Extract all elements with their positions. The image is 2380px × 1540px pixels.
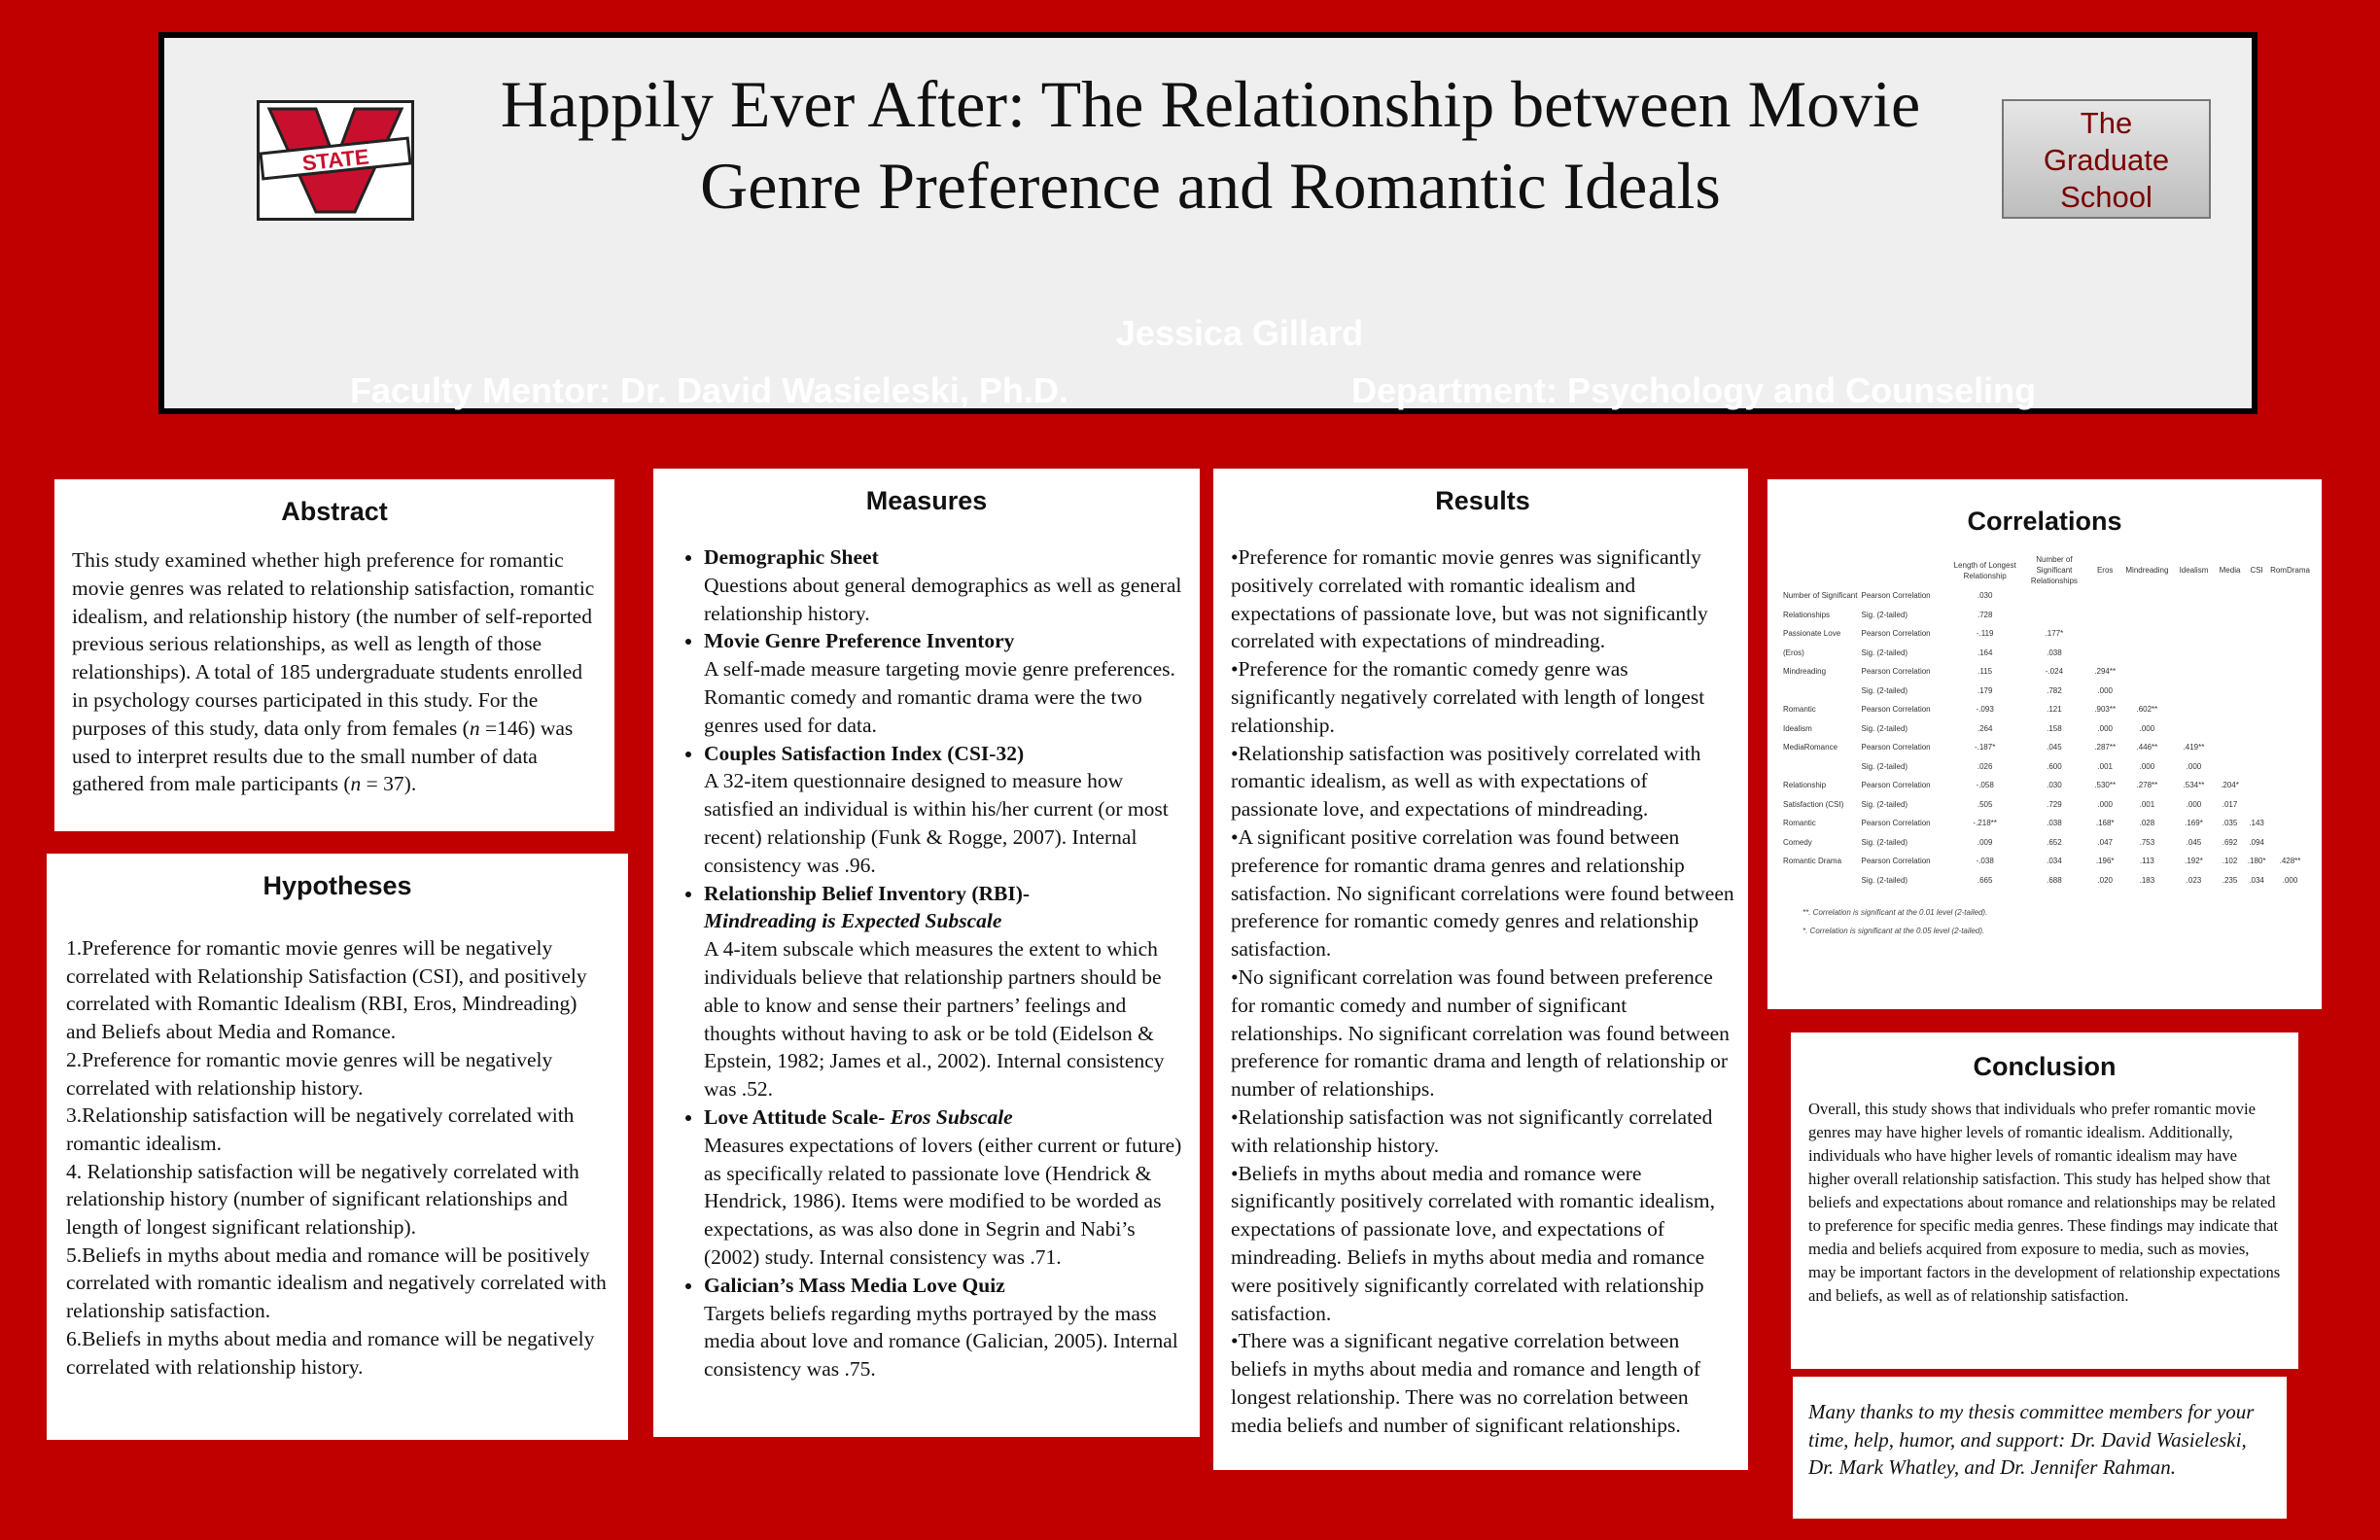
row-statistic: Pearson Correlation xyxy=(1861,743,1931,752)
table-cell: .001 xyxy=(2139,799,2155,809)
table-cell xyxy=(2089,644,2121,663)
measure-desc: A self-made measure targeting movie genre preferences. Romantic comedy and romantic drama were the two genres used for data. xyxy=(704,657,1175,737)
result-item: •Beliefs in myths about media and romance were significantly positively correlated with romantic idealism, expectations of passionate love, and expectations of mindreading. Beliefs in myths about media and romance were positively significantly correlated with relationship satisfaction. xyxy=(1231,1161,1715,1325)
row-variable: Relationships xyxy=(1783,610,1831,619)
table-cell: .038 xyxy=(2047,648,2062,657)
table-cell: .038 xyxy=(2047,819,2062,828)
table-cell xyxy=(2268,700,2312,719)
table-cell xyxy=(2245,586,2268,606)
table-cell xyxy=(2268,738,2312,757)
col-header: Number of Significant Relationships xyxy=(2030,555,2078,585)
table-cell: .602** xyxy=(2136,705,2158,715)
result-item: •Relationship satisfaction was positively correlated with romantic idealism, as well as with expectations of passionate love, and expectations of mindreading. xyxy=(1231,741,1701,822)
table-cell xyxy=(2268,682,2312,701)
measure-item xyxy=(704,1272,1186,1383)
table-row xyxy=(1781,719,2312,739)
row-variable: Mindreading xyxy=(1783,667,1827,677)
measure-item xyxy=(704,880,1186,1103)
row-variable xyxy=(1781,871,1859,891)
table-cell xyxy=(2215,662,2245,682)
table-row xyxy=(1781,852,2312,871)
row-statistic: Pearson Correlation xyxy=(1861,591,1931,601)
table-cell: .530** xyxy=(2094,781,2117,790)
col-header: Mindreading xyxy=(2125,566,2169,575)
table-cell xyxy=(2268,606,2312,625)
table-row xyxy=(1781,682,2312,701)
measure-item xyxy=(704,740,1186,880)
table-cell xyxy=(2121,624,2173,644)
table-cell xyxy=(2121,662,2173,682)
measure-item xyxy=(704,627,1186,739)
table-header-row xyxy=(1781,554,2312,586)
col-header: Idealism xyxy=(2179,566,2209,575)
abstract-title: Abstract xyxy=(281,497,388,526)
table-cell: .121 xyxy=(2047,705,2062,715)
measure-desc: Measures expectations of lovers (either current or future) as specifically related to passionate love (Hendrick & Hendrick, 1986). Items were modified to be worded as expectations, as was also done in Segrin and Nabi’s (2002) study. Internal consistency was .71. xyxy=(704,1133,1182,1269)
measure-desc: A 32-item questionnaire designed to measure how satisfied an individual is within his/her current (or most recent) relationship (Funk & Rogge, 2007). Internal consistency was .96. xyxy=(704,769,1169,877)
acknowledgements-text: Many thanks to my thesis committee members for your time, help, humor, and support: Dr. David Wasieleski, Dr. Mark Whatley, and Dr. Jennifer Rahman. xyxy=(1808,1400,2255,1479)
table-cell: .035 xyxy=(2222,819,2238,828)
measures-list xyxy=(667,543,1186,1383)
table-cell xyxy=(2215,738,2245,757)
measures-title: Measures xyxy=(865,486,988,515)
table-cell: -.218** xyxy=(1973,819,1997,828)
table-cell: -.119 xyxy=(1976,629,1994,639)
table-cell xyxy=(2215,682,2245,701)
hypotheses-list xyxy=(66,934,609,1381)
table-cell xyxy=(2268,795,2312,815)
abstract-part-2: =146) was used to interpret results due to the small number of data gathered from male participants ( xyxy=(72,716,574,796)
table-cell xyxy=(2215,719,2245,739)
row-variable: (Eros) xyxy=(1783,648,1804,657)
measure-name: Demographic Sheet xyxy=(704,545,879,569)
results-title: Results xyxy=(1435,486,1530,515)
table-cell xyxy=(2089,606,2121,625)
table-cell xyxy=(2215,606,2245,625)
table-cell xyxy=(2268,814,2312,833)
measure-name: Movie Genre Preference Inventory xyxy=(704,629,1015,653)
col-header: CSI xyxy=(2250,566,2263,575)
author-name: Jessica Gillard xyxy=(1115,313,1364,353)
table-cell xyxy=(2121,682,2173,701)
graduate-school-badge xyxy=(2002,99,2211,219)
row-statistic: Sig. (2-tailed) xyxy=(1861,610,1908,619)
row-variable: Romantic xyxy=(1783,819,1816,828)
table-cell: .652 xyxy=(2047,837,2062,847)
table-cell: .196* xyxy=(2095,857,2115,866)
abstract-part-1: This study examined whether high preference for romantic movie genres was related to relationship satisfaction, romantic idealism, and relationship history (the number of self-reported previous serious relationships, as well as length of those relationships). A total of 185 undergraduate students enrolled in psychology courses participated in this study. For the purposes of this study, data only from females ( xyxy=(72,548,595,740)
hypothesis-item: 5.Beliefs in myths about media and romance will be positively correlated with romantic idealism and negatively correlated with relationship satisfaction. xyxy=(66,1242,607,1323)
poster-title: Happily Ever After: The Relationship between Movie Genre Preference and Romantic Ideals xyxy=(500,67,1921,223)
table-cell: .045 xyxy=(2047,743,2062,752)
row-statistic: Sig. (2-tailed) xyxy=(1861,723,1908,733)
table-note: **. Correlation is significant at the 0.01 level (2-tailed). xyxy=(1802,908,1988,917)
conclusion-text: Overall, this study shows that individuals who prefer romantic movie genres may have higher levels of romantic idealism. Additionally, individuals who have higher levels of romantic idealism may have higher overall relationship satisfaction. This study has helped show that beliefs and expectations about romance and relationships may be related to preference for specific media genres. These findings may indicate that media and beliefs acquired from exposure to media, such as movies, may be important factors in the development of relationship expectations and beliefs, as well as of relationship satisfaction. xyxy=(1808,1100,2281,1305)
table-row xyxy=(1781,795,2312,815)
department: Department: Psychology and Counseling xyxy=(1351,370,2037,410)
row-statistic: Pearson Correlation xyxy=(1861,705,1931,715)
row-variable: Romantic Drama xyxy=(1783,857,1842,866)
table-cell xyxy=(2268,757,2312,777)
table-cell: .164 xyxy=(1977,648,1993,657)
col-header: RomDrama xyxy=(2270,566,2310,575)
table-cell: .158 xyxy=(2047,723,2062,733)
measure-subscale: Eros Subscale xyxy=(890,1104,1013,1129)
table-cell: .000 xyxy=(2186,799,2202,809)
table-cell: -.093 xyxy=(1976,705,1994,715)
table-row xyxy=(1781,606,2312,625)
col-header: Eros xyxy=(2096,566,2114,575)
hypothesis-item: 4. Relationship satisfaction will be negatively correlated with relationship history (number of significant relationships and length of longest significant relationship). xyxy=(66,1159,579,1240)
table-row xyxy=(1781,871,2312,891)
row-variable: Romantic xyxy=(1783,705,1816,715)
row-statistic: Pearson Correlation xyxy=(1861,781,1931,790)
table-cell: .753 xyxy=(2139,837,2155,847)
table-cell: .665 xyxy=(1977,875,1993,885)
row-statistic: Sig. (2-tailed) xyxy=(1861,761,1908,771)
col-header: Media xyxy=(2219,566,2241,575)
table-cell xyxy=(2173,719,2215,739)
result-item: •There was a significant negative correlation between beliefs in myths about media and romance and length of longest relationship. There was no correlation between media beliefs and number of significant relationships. xyxy=(1231,1329,1701,1437)
table-cell: .000 xyxy=(2097,723,2113,733)
table-cell: .177* xyxy=(2045,629,2064,639)
table-cell: .534** xyxy=(2183,781,2205,790)
table-cell: -.187* xyxy=(1974,743,1996,752)
table-cell xyxy=(2121,586,2173,606)
table-cell xyxy=(2245,662,2268,682)
table-cell: .143 xyxy=(2249,819,2264,828)
table-cell: .728 xyxy=(1977,610,1993,619)
measure-desc: Targets beliefs regarding myths portrayed by the mass media about love and romance (Galician, 2005). Internal consistency was .75. xyxy=(704,1301,1178,1382)
table-notes xyxy=(1802,903,2312,940)
result-item: •Preference for romantic movie genres was significantly positively correlated with romantic idealism and expectations of passionate love, but was not significantly correlated with expectations of mindreading. xyxy=(1231,545,1708,653)
table-cell: .180* xyxy=(2247,857,2266,866)
table-row xyxy=(1781,757,2312,777)
table-cell xyxy=(2215,586,2245,606)
table-cell xyxy=(2089,586,2121,606)
grad-line-2: Graduate xyxy=(2043,143,2170,177)
correlations-panel xyxy=(1768,479,2322,1009)
table-cell xyxy=(2245,644,2268,663)
table-cell xyxy=(2019,586,2089,606)
row-variable: MediaRomance xyxy=(1783,743,1838,752)
table-cell: .294** xyxy=(2094,667,2117,677)
table-cell xyxy=(2245,757,2268,777)
hypotheses-panel xyxy=(47,854,628,1440)
table-cell: .419** xyxy=(2183,743,2205,752)
table-cell: .115 xyxy=(1978,667,1993,677)
table-cell xyxy=(2215,644,2245,663)
table-cell xyxy=(2268,833,2312,853)
table-cell xyxy=(2245,776,2268,795)
correlation-table xyxy=(1781,554,2312,890)
table-row xyxy=(1781,833,2312,853)
row-statistic: Pearson Correlation xyxy=(1861,857,1931,866)
table-cell: .028 xyxy=(2139,819,2155,828)
table-cell xyxy=(2268,662,2312,682)
result-item: •No significant correlation was found between preference for romantic comedy and number of significant relationships. No significant correlation was found between preference for romantic drama and length of relationship or number of relationships. xyxy=(1231,964,1730,1102)
table-cell xyxy=(2121,644,2173,663)
table-cell xyxy=(2089,624,2121,644)
table-cell xyxy=(2173,682,2215,701)
table-cell: .000 xyxy=(2139,761,2155,771)
table-cell xyxy=(2268,624,2312,644)
table-cell: .204* xyxy=(2221,781,2239,790)
table-cell: .692 xyxy=(2222,837,2238,847)
table-cell: .017 xyxy=(2222,799,2238,809)
table-cell: .000 xyxy=(2097,799,2113,809)
conclusion-panel xyxy=(1791,1032,2298,1369)
row-variable: Satisfaction (CSI) xyxy=(1783,799,1844,809)
table-cell: .023 xyxy=(2186,875,2202,885)
row-statistic: Pearson Correlation xyxy=(1861,629,1931,639)
table-cell xyxy=(2173,606,2215,625)
abstract-part-3: = 37). xyxy=(361,772,417,796)
table-cell: .903** xyxy=(2094,705,2117,715)
grad-line-1: The xyxy=(2080,106,2133,140)
table-cell: .192* xyxy=(2185,857,2203,866)
table-cell: .179 xyxy=(1977,685,1993,695)
table-cell: .168* xyxy=(2095,819,2115,828)
university-logo xyxy=(257,100,414,221)
table-cell xyxy=(2121,606,2173,625)
hypotheses-title: Hypotheses xyxy=(262,871,412,900)
row-variable xyxy=(1781,682,1859,701)
logo-v-icon xyxy=(260,103,411,218)
table-cell: .446** xyxy=(2136,743,2158,752)
table-cell: .169* xyxy=(2185,819,2203,828)
correlations-title: Correlations xyxy=(1967,507,2122,536)
correlation-table-body xyxy=(1781,586,2312,890)
table-cell: .047 xyxy=(2097,837,2113,847)
table-cell xyxy=(2245,795,2268,815)
table-row xyxy=(1781,700,2312,719)
measure-item xyxy=(704,1103,1186,1272)
table-row xyxy=(1781,814,2312,833)
table-cell xyxy=(2173,644,2215,663)
row-variable xyxy=(1781,757,1859,777)
table-cell: .183 xyxy=(2139,875,2155,885)
table-cell xyxy=(2245,738,2268,757)
table-cell: .688 xyxy=(2047,875,2062,885)
table-cell: .045 xyxy=(2186,837,2202,847)
table-cell xyxy=(2268,719,2312,739)
col-header: Length of Longest Relationship xyxy=(1953,560,2016,580)
conclusion-title: Conclusion xyxy=(1973,1052,2117,1081)
table-cell: .030 xyxy=(2047,781,2062,790)
hypothesis-item: 3.Relationship satisfaction will be negatively correlated with romantic idealism. xyxy=(66,1103,575,1155)
abstract-n-1: n xyxy=(469,716,480,740)
row-variable: Passionate Love xyxy=(1783,629,1841,639)
table-cell xyxy=(2245,682,2268,701)
hypothesis-item: 6.Beliefs in myths about media and romance will be negatively correlated with relationship history. xyxy=(66,1326,595,1379)
hypothesis-item: 1.Preference for romantic movie genres will be negatively correlated with Relationship Satisfaction (CSI), and positively correlated with Romantic Idealism (RBI, Eros, Mindreading) and Beliefs about Media and Romance. xyxy=(66,936,587,1044)
table-cell: -.024 xyxy=(2045,667,2064,677)
measure-desc: A 4-item subscale which measures the extent to which individuals believe that relationship partners should be able to know and sense their partners’ feelings and thoughts without having to ask or be told (Eidelson & Epstein, 1982; James et al., 2002). Internal consistency was .52. xyxy=(704,937,1165,1102)
measures-panel xyxy=(653,469,1200,1437)
table-row xyxy=(1781,738,2312,757)
table-cell: .505 xyxy=(1977,799,1993,809)
table-cell: .729 xyxy=(2047,799,2062,809)
measure-name: Relationship Belief Inventory (RBI)- xyxy=(704,881,1031,905)
table-cell xyxy=(2173,700,2215,719)
row-statistic: Pearson Correlation xyxy=(1861,667,1931,677)
hypothesis-item: 2.Preference for romantic movie genres will be negatively correlated with relationship history. xyxy=(66,1047,553,1100)
measure-item xyxy=(704,543,1186,627)
table-row xyxy=(1781,644,2312,663)
table-cell: .600 xyxy=(2047,761,2062,771)
table-row xyxy=(1781,586,2312,606)
logo-wordmark: STATE xyxy=(300,144,370,176)
table-cell: .102 xyxy=(2222,857,2238,866)
result-item: •Relationship satisfaction was not significantly correlated with relationship history. xyxy=(1231,1104,1713,1157)
table-cell xyxy=(2215,700,2245,719)
table-cell: .000 xyxy=(2282,875,2298,885)
results-list xyxy=(1231,543,1734,1440)
table-cell: .287** xyxy=(2094,743,2117,752)
table-cell xyxy=(2173,586,2215,606)
table-cell: .113 xyxy=(2139,857,2154,866)
result-item: •Preference for the romantic comedy genre was significantly negatively correlated with length of longest relationship. xyxy=(1231,657,1705,737)
table-cell xyxy=(2215,624,2245,644)
table-cell: .094 xyxy=(2249,837,2264,847)
table-cell xyxy=(2268,776,2312,795)
table-cell xyxy=(2173,662,2215,682)
table-cell: .020 xyxy=(2097,875,2113,885)
abstract-text xyxy=(72,546,597,798)
result-item: •A significant positive correlation was found between preference for romantic drama genres and relationship satisfaction. No significant correlations were found between preference for romantic comedy genres and relationship satisfaction. xyxy=(1231,824,1734,962)
grad-line-3: School xyxy=(2060,180,2152,214)
table-cell xyxy=(2173,624,2215,644)
table-cell: .001 xyxy=(2097,761,2113,771)
table-cell xyxy=(2245,700,2268,719)
table-cell: .034 xyxy=(2249,875,2264,885)
row-variable: Number of Significant xyxy=(1783,591,1858,601)
table-cell xyxy=(2245,719,2268,739)
table-row xyxy=(1781,662,2312,682)
faculty-mentor: Faculty Mentor: Dr. David Wasieleski, Ph.D. xyxy=(350,370,1068,410)
row-statistic: Pearson Correlation xyxy=(1861,819,1931,828)
measure-name: Galician’s Mass Media Love Quiz xyxy=(704,1273,1005,1297)
results-panel xyxy=(1213,469,1748,1470)
table-cell xyxy=(2268,586,2312,606)
table-cell: -.058 xyxy=(1976,781,1994,790)
table-cell: .278** xyxy=(2136,781,2158,790)
table-cell: .000 xyxy=(2097,685,2113,695)
table-cell xyxy=(2268,644,2312,663)
table-cell: .009 xyxy=(1977,837,1993,847)
table-cell: .264 xyxy=(1977,723,1993,733)
table-cell: .782 xyxy=(2047,685,2062,695)
row-statistic: Sig. (2-tailed) xyxy=(1861,648,1908,657)
table-row xyxy=(1781,624,2312,644)
table-cell xyxy=(2215,757,2245,777)
table-cell: .030 xyxy=(1977,591,1993,601)
measure-desc: Questions about general demographics as well as general relationship history. xyxy=(704,573,1182,625)
row-statistic: Sig. (2-tailed) xyxy=(1861,837,1908,847)
acknowledgements-panel xyxy=(1793,1377,2287,1519)
table-cell xyxy=(2019,606,2089,625)
row-variable: Comedy xyxy=(1783,837,1812,847)
row-variable: Idealism xyxy=(1783,723,1812,733)
abstract-n-2: n xyxy=(350,772,362,796)
table-cell: .000 xyxy=(2186,761,2202,771)
table-cell xyxy=(2245,624,2268,644)
row-statistic: Sig. (2-tailed) xyxy=(1861,799,1908,809)
measure-name: Love Attitude Scale- xyxy=(704,1104,891,1129)
table-cell: .235 xyxy=(2222,875,2238,885)
table-note: *. Correlation is significant at the 0.05 level (2-tailed). xyxy=(1802,927,1985,935)
table-cell: .428** xyxy=(2279,857,2301,866)
row-variable: Relationship xyxy=(1783,781,1827,790)
row-statistic: Sig. (2-tailed) xyxy=(1861,875,1908,885)
table-cell: .034 xyxy=(2047,857,2062,866)
table-cell: -.038 xyxy=(1976,857,1994,866)
measure-subscale: Mindreading is Expected Subscale xyxy=(704,909,1002,933)
measure-name: Couples Satisfaction Index (CSI-32) xyxy=(704,741,1025,765)
table-row xyxy=(1781,776,2312,795)
abstract-panel xyxy=(54,479,614,831)
table-cell xyxy=(2245,606,2268,625)
table-cell: .000 xyxy=(2139,723,2155,733)
row-statistic: Sig. (2-tailed) xyxy=(1861,685,1908,695)
table-cell: .026 xyxy=(1977,761,1993,771)
